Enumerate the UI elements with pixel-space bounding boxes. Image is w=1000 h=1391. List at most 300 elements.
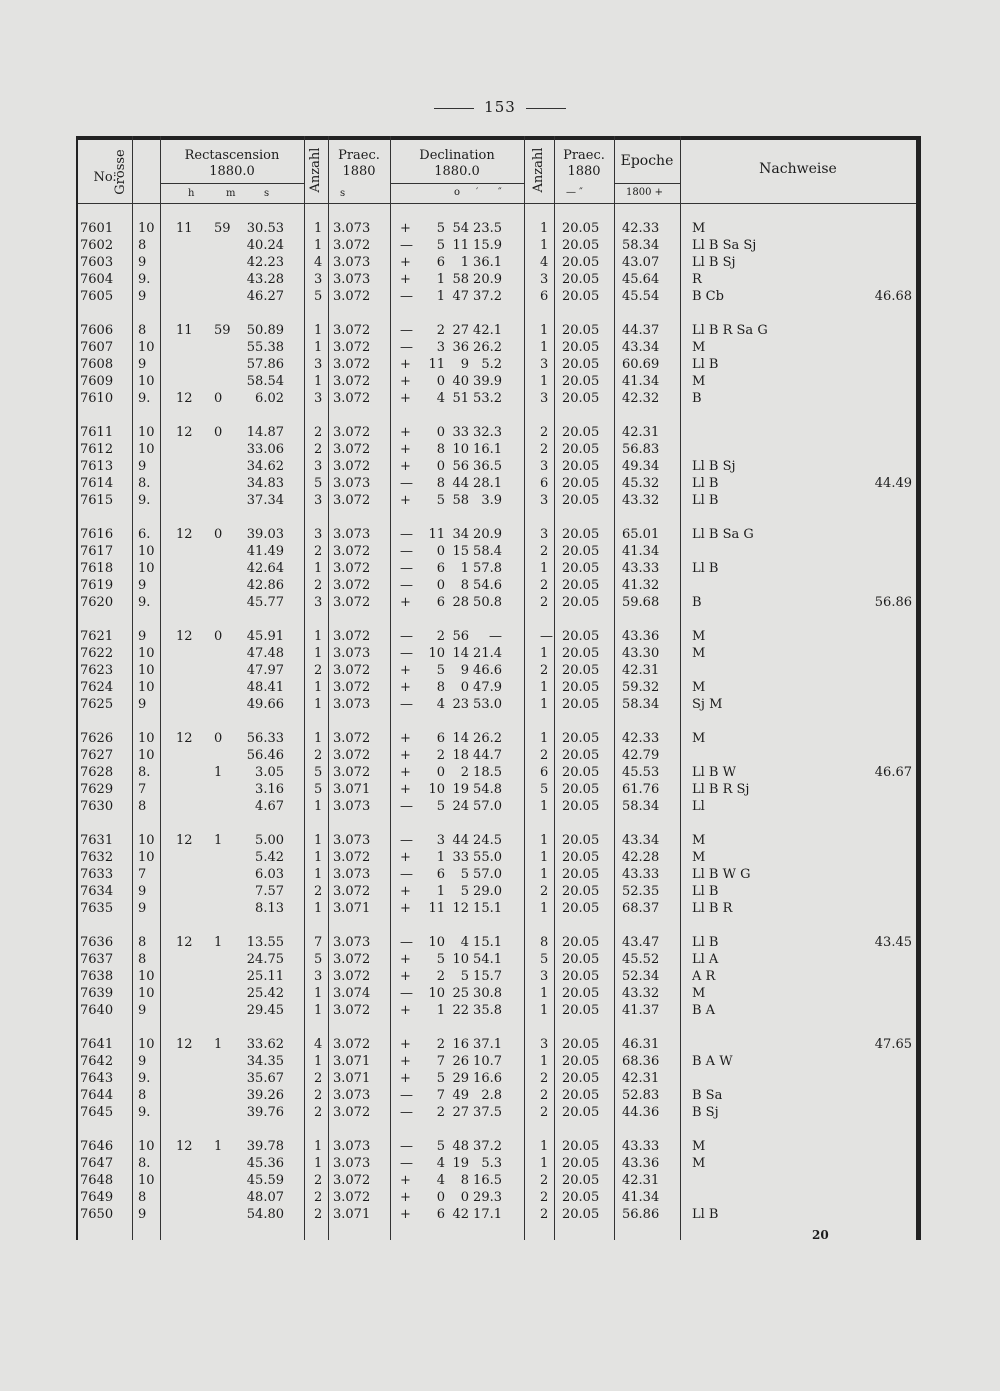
cell-an2: 6 <box>540 476 549 491</box>
cell-dm: 58 <box>452 272 469 287</box>
cell-s: 29.45 <box>246 1003 284 1018</box>
cell-s: 7.57 <box>255 884 284 899</box>
cell-gr: 9. <box>138 1071 151 1086</box>
cell-s: 34.83 <box>246 476 284 491</box>
cell-an: 2 <box>314 1088 323 1103</box>
cell-dm: 49 <box>452 1088 469 1103</box>
cell-ds: — <box>400 323 413 338</box>
cell-an2: 2 <box>540 1173 549 1188</box>
cell-an: 3 <box>314 595 323 610</box>
cell-gr: 9 <box>138 357 147 372</box>
table-row <box>78 492 916 509</box>
cell-gr: 10 <box>138 646 155 661</box>
cell-ds: + <box>400 493 411 508</box>
cell-an: 5 <box>314 289 323 304</box>
cell-ds: + <box>400 1207 411 1222</box>
header-praec-unit: s <box>340 188 346 199</box>
cell-pr: 3.073 <box>333 527 371 542</box>
cell-an: 4 <box>314 255 323 270</box>
cell-h: 12 <box>176 833 193 848</box>
header-ra-title: Rectascension <box>184 148 280 163</box>
cell-dm: 56 <box>452 629 469 644</box>
cell-s: 4.67 <box>255 799 284 814</box>
cell-pr: 3.072 <box>333 323 371 338</box>
cell-s: 42.64 <box>246 561 284 576</box>
cell-gr: 9 <box>138 1054 147 1069</box>
cell-s: 33.06 <box>246 442 284 457</box>
cell-s: 50.89 <box>246 323 284 338</box>
cell-dsec: 53.0 <box>473 697 502 712</box>
table-row <box>78 441 916 458</box>
cell-dm: 2 <box>460 765 469 780</box>
cell-ep: 45.52 <box>622 952 660 967</box>
cell-pr: 3.073 <box>333 1088 371 1103</box>
cell-dm: 19 <box>452 1156 469 1171</box>
cell-ep: 45.32 <box>622 476 660 491</box>
header-ra-epoch: 1880.0 <box>209 164 255 179</box>
table-row <box>78 747 916 764</box>
cell-pr: 3.073 <box>333 1156 371 1171</box>
cell-an: 2 <box>314 1190 323 1205</box>
cell-an2: 5 <box>540 952 549 967</box>
cell-dd: 1 <box>436 884 445 899</box>
cell-nw: Ll B <box>692 561 719 576</box>
cell-s: 25.42 <box>246 986 284 1001</box>
cell-gr: 8 <box>138 952 147 967</box>
cell-dm: 42 <box>452 1207 469 1222</box>
cell-ds: + <box>400 748 411 763</box>
cell-ds: + <box>400 425 411 440</box>
cell-an2: 2 <box>540 884 549 899</box>
cell-ds: + <box>400 272 411 287</box>
cell-gr: 10 <box>138 850 155 865</box>
cell-pr: 3.071 <box>333 1054 371 1069</box>
cell-dd: 3 <box>436 340 445 355</box>
cell-dm: 44 <box>452 476 469 491</box>
cell-gr: 10 <box>138 561 155 576</box>
cell-m: 1 <box>214 765 223 780</box>
cell-dm: 36 <box>452 340 469 355</box>
table-row <box>78 1155 916 1172</box>
cell-an2: 6 <box>540 289 549 304</box>
cell-an2: 3 <box>540 391 549 406</box>
cell-dm: 40 <box>452 374 469 389</box>
cell-ds: + <box>400 731 411 746</box>
cell-no: 7646 <box>80 1139 114 1154</box>
cell-dm: 1 <box>460 255 469 270</box>
cell-s: 45.36 <box>246 1156 284 1171</box>
cell-s: 39.76 <box>246 1105 284 1120</box>
cell-pr: 3.072 <box>333 952 371 967</box>
cell-nw: Ll B Sj <box>692 459 736 474</box>
cell-an: 1 <box>314 1003 323 1018</box>
cell-an: 2 <box>314 1105 323 1120</box>
cell-h: 12 <box>176 731 193 746</box>
cell-dm: 27 <box>452 1105 469 1120</box>
cell-pr2: 20.05 <box>562 646 600 661</box>
cell-dd: 5 <box>436 1139 445 1154</box>
cell-dm: 10 <box>452 442 469 457</box>
cell-an: 1 <box>314 850 323 865</box>
cell-dd: 0 <box>436 459 445 474</box>
cell-ds: + <box>400 952 411 967</box>
cell-dd: 8 <box>436 476 445 491</box>
cell-gr: 8 <box>138 935 147 950</box>
cell-ds: + <box>400 1037 411 1052</box>
cell-dsec: 37.1 <box>473 1037 502 1052</box>
cell-nw: Ll B <box>692 357 719 372</box>
cell-an2: 2 <box>540 1088 549 1103</box>
cell-pr2: 20.05 <box>562 272 600 287</box>
cell-pr2: 20.05 <box>562 340 600 355</box>
cell-an2: 1 <box>540 731 549 746</box>
cell-no: 7640 <box>80 1003 114 1018</box>
cell-dm: 16 <box>452 1037 469 1052</box>
cell-gr: 9 <box>138 884 147 899</box>
cell-s: 57.86 <box>246 357 284 372</box>
header-no: No. <box>93 170 117 185</box>
cell-ep: 42.31 <box>622 663 660 678</box>
cell-ep: 43.47 <box>622 935 660 950</box>
cell-gr: 9 <box>138 578 147 593</box>
cell-pr2: 20.05 <box>562 680 600 695</box>
cell-an2: 2 <box>540 1190 549 1205</box>
table-row <box>78 424 916 441</box>
cell-s: 6.02 <box>255 391 284 406</box>
cell-an2: 2 <box>540 425 549 440</box>
cell-dm: 56 <box>452 459 469 474</box>
cell-ds: + <box>400 459 411 474</box>
cell-no: 7643 <box>80 1071 114 1086</box>
cell-ex: 46.67 <box>874 765 912 780</box>
cell-dd: 4 <box>436 391 445 406</box>
cell-ep: 42.32 <box>622 391 660 406</box>
cell-an: 3 <box>314 969 323 984</box>
cell-ds: + <box>400 765 411 780</box>
cell-an: 1 <box>314 867 323 882</box>
header-praec2-epoch: 1880 <box>567 164 601 179</box>
cell-dsec: 36.1 <box>473 255 502 270</box>
cell-pr2: 20.05 <box>562 629 600 644</box>
cell-dsec: — <box>489 629 502 644</box>
cell-pr2: 20.05 <box>562 459 600 474</box>
cell-an2: 2 <box>540 544 549 559</box>
cell-pr2: 20.05 <box>562 731 600 746</box>
cell-s: 42.23 <box>246 255 284 270</box>
table-row <box>78 356 916 373</box>
cell-dsec: 50.8 <box>473 595 502 610</box>
cell-m: 0 <box>214 629 223 644</box>
cell-m: 0 <box>214 731 223 746</box>
cell-pr2: 20.05 <box>562 1071 600 1086</box>
table-row <box>78 288 916 305</box>
cell-no: 7622 <box>80 646 114 661</box>
cell-gr: 10 <box>138 425 155 440</box>
cell-pr: 3.072 <box>333 544 371 559</box>
cell-an: 4 <box>314 1037 323 1052</box>
header-decl-title: Declination <box>419 148 495 163</box>
cell-an2: 1 <box>540 901 549 916</box>
cell-pr2: 20.05 <box>562 544 600 559</box>
cell-dm: 18 <box>452 748 469 763</box>
cell-ep: 43.32 <box>622 986 660 1001</box>
cell-dsec: 37.2 <box>473 289 502 304</box>
cell-an2: 3 <box>540 1037 549 1052</box>
cell-ds: — <box>400 527 413 542</box>
cell-dd: 5 <box>436 221 445 236</box>
table-row <box>78 730 916 747</box>
cell-gr: 8. <box>138 1156 151 1171</box>
cell-ep: 42.31 <box>622 1071 660 1086</box>
cell-dsec: 2.8 <box>481 1088 502 1103</box>
cell-gr: 9 <box>138 1003 147 1018</box>
cell-gr: 10 <box>138 221 155 236</box>
cell-nw: Ll B R <box>692 901 733 916</box>
cell-dsec: 39.9 <box>473 374 502 389</box>
cell-dsec: 15.1 <box>473 901 502 916</box>
cell-dm: 11 <box>452 238 469 253</box>
cell-dsec: 58.4 <box>473 544 502 559</box>
cell-pr2: 20.05 <box>562 493 600 508</box>
table-row <box>78 594 916 611</box>
cell-ex: 46.68 <box>874 289 912 304</box>
cell-ep: 41.34 <box>622 1190 660 1205</box>
cell-s: 37.34 <box>246 493 284 508</box>
cell-s: 8.13 <box>255 901 284 916</box>
cell-nw: B Cb <box>692 289 724 304</box>
cell-dd: 6 <box>436 1207 445 1222</box>
cell-pr: 3.072 <box>333 1190 371 1205</box>
cell-pr: 3.072 <box>333 969 371 984</box>
cell-ex: 44.49 <box>874 476 912 491</box>
table-row <box>78 662 916 679</box>
cell-ds: — <box>400 544 413 559</box>
cell-an2: 1 <box>540 1139 549 1154</box>
cell-s: 56.46 <box>246 748 284 763</box>
cell-pr2: 20.05 <box>562 357 600 372</box>
cell-nw: B <box>692 391 702 406</box>
cell-m: 0 <box>214 527 223 542</box>
cell-s: 39.78 <box>246 1139 284 1154</box>
cell-an2: 2 <box>540 748 549 763</box>
cell-an: 2 <box>314 425 323 440</box>
cell-ds: — <box>400 289 413 304</box>
cell-dsec: 57.0 <box>473 799 502 814</box>
table-row <box>78 1070 916 1087</box>
cell-ds: + <box>400 680 411 695</box>
cell-gr: 9 <box>138 459 147 474</box>
table-row <box>78 645 916 662</box>
cell-s: 47.97 <box>246 663 284 678</box>
cell-dm: 47 <box>452 289 469 304</box>
cell-ep: 43.34 <box>622 340 660 355</box>
cell-gr: 10 <box>138 1173 155 1188</box>
cell-pr: 3.073 <box>333 799 371 814</box>
cell-ep: 41.37 <box>622 1003 660 1018</box>
cell-s: 34.62 <box>246 459 284 474</box>
cell-m: 1 <box>214 935 223 950</box>
cell-dd: 7 <box>436 1088 445 1103</box>
cell-no: 7645 <box>80 1105 114 1120</box>
cell-ds: — <box>400 1156 413 1171</box>
cell-ep: 43.32 <box>622 493 660 508</box>
cell-h: 12 <box>176 527 193 542</box>
cell-ds: + <box>400 1071 411 1086</box>
cell-pr2: 20.05 <box>562 442 600 457</box>
cell-nw: Ll B R Sa G <box>692 323 768 338</box>
cell-ep: 60.69 <box>622 357 660 372</box>
cell-pr: 3.072 <box>333 850 371 865</box>
cell-ep: 56.86 <box>622 1207 660 1222</box>
cell-pr2: 20.05 <box>562 850 600 865</box>
cell-s: 45.77 <box>246 595 284 610</box>
cell-dd: 6 <box>436 867 445 882</box>
cell-ep: 45.64 <box>622 272 660 287</box>
cell-pr2: 20.05 <box>562 1173 600 1188</box>
cell-an: 1 <box>314 1139 323 1154</box>
table-row <box>78 1053 916 1070</box>
header-decl-deg: o <box>454 187 461 198</box>
cell-nw: Ll A <box>692 952 719 967</box>
cell-dm: 5 <box>460 867 469 882</box>
cell-ds: — <box>400 799 413 814</box>
cell-an2: 6 <box>540 765 549 780</box>
cell-an2: 1 <box>540 833 549 848</box>
cell-gr: 9. <box>138 272 151 287</box>
cell-no: 7621 <box>80 629 114 644</box>
cell-no: 7619 <box>80 578 114 593</box>
table-row <box>78 1002 916 1019</box>
cell-dm: 24 <box>452 799 469 814</box>
cell-h: 12 <box>176 629 193 644</box>
cell-gr: 7 <box>138 867 147 882</box>
cell-no: 7638 <box>80 969 114 984</box>
cell-pr2: 20.05 <box>562 969 600 984</box>
cell-pr2: 20.05 <box>562 374 600 389</box>
cell-nw: Ll B Sa Sj <box>692 238 757 253</box>
cell-ds: — <box>400 867 413 882</box>
table-row <box>78 883 916 900</box>
cell-no: 7620 <box>80 595 114 610</box>
cell-an2: 2 <box>540 663 549 678</box>
cell-gr: 10 <box>138 340 155 355</box>
cell-ep: 58.34 <box>622 238 660 253</box>
cell-pr: 3.072 <box>333 289 371 304</box>
header-decl-min: ′ <box>476 187 479 198</box>
table-row <box>78 781 916 798</box>
cell-pr2: 20.05 <box>562 1190 600 1205</box>
cell-m: 0 <box>214 425 223 440</box>
cell-dd: 11 <box>428 357 445 372</box>
cell-ep: 44.37 <box>622 323 660 338</box>
cell-s: 43.28 <box>246 272 284 287</box>
cell-pr: 3.071 <box>333 1207 371 1222</box>
cell-an2: 1 <box>540 561 549 576</box>
cell-nw: M <box>692 833 706 848</box>
cell-dm: 29 <box>452 1071 469 1086</box>
cell-dsec: 55.0 <box>473 850 502 865</box>
cell-ep: 61.76 <box>622 782 660 797</box>
header-nachweise: Nachweise <box>759 161 837 177</box>
cell-no: 7615 <box>80 493 114 508</box>
cell-dm: 28 <box>452 595 469 610</box>
cell-s: 45.91 <box>246 629 284 644</box>
table-row <box>78 696 916 713</box>
cell-gr: 9. <box>138 391 151 406</box>
cell-an: 2 <box>314 884 323 899</box>
cell-an: 1 <box>314 986 323 1001</box>
cell-dd: 4 <box>436 1173 445 1188</box>
cell-s: 3.16 <box>255 782 284 797</box>
star-catalogue-table <box>76 136 921 1240</box>
cell-an2: 1 <box>540 986 549 1001</box>
cell-pr: 3.072 <box>333 731 371 746</box>
cell-dm: 51 <box>452 391 469 406</box>
cell-pr: 3.072 <box>333 595 371 610</box>
cell-an: 2 <box>314 663 323 678</box>
cell-pr2: 20.05 <box>562 765 600 780</box>
cell-nw: M <box>692 646 706 661</box>
cell-pr: 3.073 <box>333 646 371 661</box>
cell-pr: 3.073 <box>333 697 371 712</box>
header-praec-title: Praec. <box>338 148 380 163</box>
cell-dsec: 30.8 <box>473 986 502 1001</box>
cell-dd: 5 <box>436 493 445 508</box>
cell-dm: 9 <box>460 357 469 372</box>
cell-no: 7639 <box>80 986 114 1001</box>
cell-ep: 59.68 <box>622 595 660 610</box>
cell-pr: 3.073 <box>333 272 371 287</box>
table-row <box>78 1138 916 1155</box>
cell-pr2: 20.05 <box>562 901 600 916</box>
cell-dsec: 3.9 <box>481 493 502 508</box>
cell-gr: 10 <box>138 663 155 678</box>
header-praec2-title: Praec. <box>563 148 605 163</box>
cell-dm: 25 <box>452 986 469 1001</box>
cell-no: 7631 <box>80 833 114 848</box>
cell-nw: Ll B <box>692 884 719 899</box>
cell-no: 7626 <box>80 731 114 746</box>
cell-no: 7607 <box>80 340 114 355</box>
cell-an2: 8 <box>540 935 549 950</box>
cell-ds: — <box>400 986 413 1001</box>
cell-pr2: 20.05 <box>562 289 600 304</box>
cell-dsec: 15.1 <box>473 935 502 950</box>
cell-an: 2 <box>314 1173 323 1188</box>
cell-pr: 3.072 <box>333 578 371 593</box>
cell-dm: 5 <box>460 884 469 899</box>
cell-an: 1 <box>314 680 323 695</box>
cell-ep: 46.31 <box>622 1037 660 1052</box>
cell-an: 5 <box>314 782 323 797</box>
cell-ds: + <box>400 663 411 678</box>
cell-nw: Ll B Sj <box>692 255 736 270</box>
cell-ds: + <box>400 391 411 406</box>
cell-dsec: 54.6 <box>473 578 502 593</box>
cell-s: 14.87 <box>246 425 284 440</box>
cell-dsec: 16.1 <box>473 442 502 457</box>
cell-an: 1 <box>314 833 323 848</box>
cell-dm: 54 <box>452 221 469 236</box>
cell-ds: + <box>400 374 411 389</box>
cell-nw: A R <box>692 969 716 984</box>
table-row <box>78 220 916 237</box>
table-row <box>78 1189 916 1206</box>
cell-pr2: 20.05 <box>562 748 600 763</box>
cell-ds: + <box>400 901 411 916</box>
cell-nw: M <box>692 340 706 355</box>
cell-an2: 1 <box>540 646 549 661</box>
